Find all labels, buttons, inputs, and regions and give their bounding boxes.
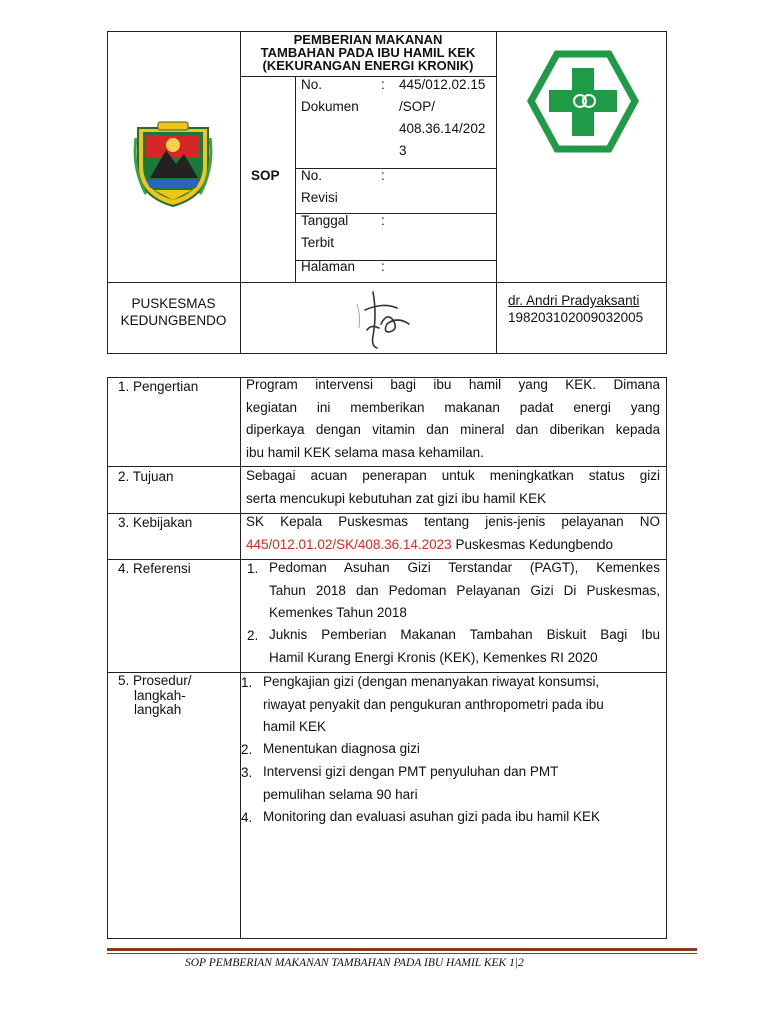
section-body-pengertian bbox=[246, 374, 660, 464]
body-line: ibu hamil KEK selama masa kehamilan. bbox=[246, 444, 484, 460]
body-line: Intervensi gizi dengan PMT penyuluhan dan PMT bbox=[263, 764, 559, 779]
body-line: Tahun 2018 dan Pedoman Pelayanan Gizi Di Puskesmas, bbox=[269, 582, 660, 598]
section-label: 2. Tujuan bbox=[118, 469, 174, 484]
body-line: serta mencukupi kebutuhan zat gizi ibu hamil KEK bbox=[246, 490, 547, 506]
list-number: 1. bbox=[247, 561, 259, 576]
meta-label-line: No. bbox=[301, 77, 323, 92]
meta-label-line: No. bbox=[301, 168, 323, 183]
body-line: diperkaya dengan vitamin dan mineral dan diberikan kepada bbox=[246, 422, 660, 438]
body-line: riwayat penyakit dan pengukuran anthropometri pada ibu bbox=[263, 696, 604, 712]
meta-label-halaman bbox=[301, 256, 355, 278]
label-line: langkah- bbox=[134, 687, 186, 703]
meta-label-line: Terbit bbox=[301, 235, 335, 250]
org-line: KEDUNGBENDO bbox=[120, 313, 227, 328]
meta-value-line: 445/012.02.15 bbox=[399, 77, 486, 92]
meta-value-line: 3 bbox=[399, 143, 407, 158]
section-body-kebijakan bbox=[246, 511, 660, 556]
procedure-step bbox=[263, 761, 663, 806]
meta-label-line: Halaman bbox=[301, 259, 356, 274]
body-line: pemulihan selama 90 hari bbox=[263, 786, 418, 802]
body-line: Monitoring dan evaluasi asuhan gizi pada ibu hamil KEK bbox=[263, 809, 600, 824]
meta-value-line: 408.36.14/202 bbox=[399, 121, 486, 136]
body-line bbox=[246, 534, 660, 557]
meta-colon: : bbox=[381, 77, 385, 92]
section-label bbox=[118, 674, 192, 718]
meta-colon: : bbox=[381, 168, 385, 183]
body-line: Menentukan diagnosa gizi bbox=[263, 741, 420, 756]
procedure-step bbox=[263, 671, 663, 739]
sop-label: SOP bbox=[251, 168, 280, 183]
meta-value-dokumen bbox=[399, 74, 485, 162]
meta-label-revisi bbox=[301, 165, 338, 209]
meta-colon: : bbox=[381, 259, 385, 274]
footer-rule bbox=[107, 948, 697, 951]
procedure-step bbox=[263, 806, 663, 829]
meta-label-line: Revisi bbox=[301, 190, 338, 205]
body-line: Sebagai acuan penerapan untuk meningkatkan status gizi bbox=[246, 468, 660, 483]
section-label: 1. Pengertian bbox=[118, 379, 199, 394]
reference-item bbox=[269, 624, 660, 669]
section-label: 3. Kebijakan bbox=[118, 515, 193, 530]
list-number: 3. bbox=[241, 765, 253, 780]
label-line: langkah bbox=[134, 702, 182, 717]
meta-label-line: Tanggal bbox=[301, 213, 349, 228]
title-line: (KEKURANGAN ENERGI KRONIK) bbox=[262, 58, 474, 73]
reference-item bbox=[269, 557, 660, 625]
body-line: Kemenkes Tahun 2018 bbox=[269, 605, 407, 621]
procedure-step bbox=[263, 738, 663, 761]
section-body-tujuan bbox=[246, 465, 660, 510]
label-line: 5. Prosedur/ bbox=[118, 673, 192, 688]
footer-rule bbox=[107, 953, 697, 954]
body-line: Program intervensi bagi ibu hamil yang KEK. Dimana bbox=[246, 377, 660, 392]
puskesmas-name bbox=[107, 295, 240, 329]
footer-text: SOP PEMBERIAN MAKANAN TAMBAHAN PADA IBU HAMIL KEK 1|2 bbox=[185, 957, 524, 969]
meta-label-terbit bbox=[301, 210, 348, 254]
body-line: Pengkajian gizi (dengan menanyakan riwayat konsumsi, bbox=[263, 674, 600, 689]
body-line: Hamil Kurang Energi Kronis (KEK), Kemenkes RI 2020 bbox=[269, 649, 598, 665]
list-number: 2. bbox=[241, 742, 253, 757]
body-line: kegiatan ini memberikan makanan padat energi yang bbox=[246, 399, 660, 415]
regency-emblem-icon bbox=[132, 118, 214, 208]
title-line: PEMBERIAN MAKANAN bbox=[293, 32, 443, 47]
puskesmas-cross-icon bbox=[527, 50, 639, 153]
sk-number: 445/012.01.02/SK/408.36.14.2023 bbox=[246, 536, 452, 552]
meta-label-line: Dokumen bbox=[301, 99, 359, 114]
body-line: Pedoman Asuhan Gizi Terstandar (PAGT), Kemenkes bbox=[269, 560, 660, 575]
section-label: 4. Referensi bbox=[118, 561, 191, 576]
body-line: hamil KEK bbox=[263, 719, 327, 735]
body-text: Puskesmas Kedungbendo bbox=[451, 536, 614, 552]
signature-image bbox=[343, 284, 427, 352]
body-line: Juknis Pemberian Makanan Tambahan Biskuit Bagi Ibu bbox=[269, 627, 660, 642]
body-line: SK Kepala Puskesmas tentang jenis-jenis pelayanan NO bbox=[246, 514, 660, 529]
title-line: TAMBAHAN PADA IBU HAMIL KEK bbox=[260, 45, 476, 60]
meta-value-line: /SOP/ bbox=[399, 99, 436, 114]
list-number: 4. bbox=[241, 810, 253, 825]
org-line: PUSKESMAS bbox=[131, 296, 216, 311]
meta-label-dokumen bbox=[301, 74, 359, 118]
signer-name: dr. Andri Pradyaksanti bbox=[508, 293, 640, 308]
document-title bbox=[240, 33, 496, 72]
signer-nip: 198203102009032005 bbox=[508, 310, 644, 325]
list-number: 1. bbox=[241, 675, 253, 690]
meta-colon: : bbox=[381, 213, 385, 228]
list-number: 2. bbox=[247, 628, 259, 643]
